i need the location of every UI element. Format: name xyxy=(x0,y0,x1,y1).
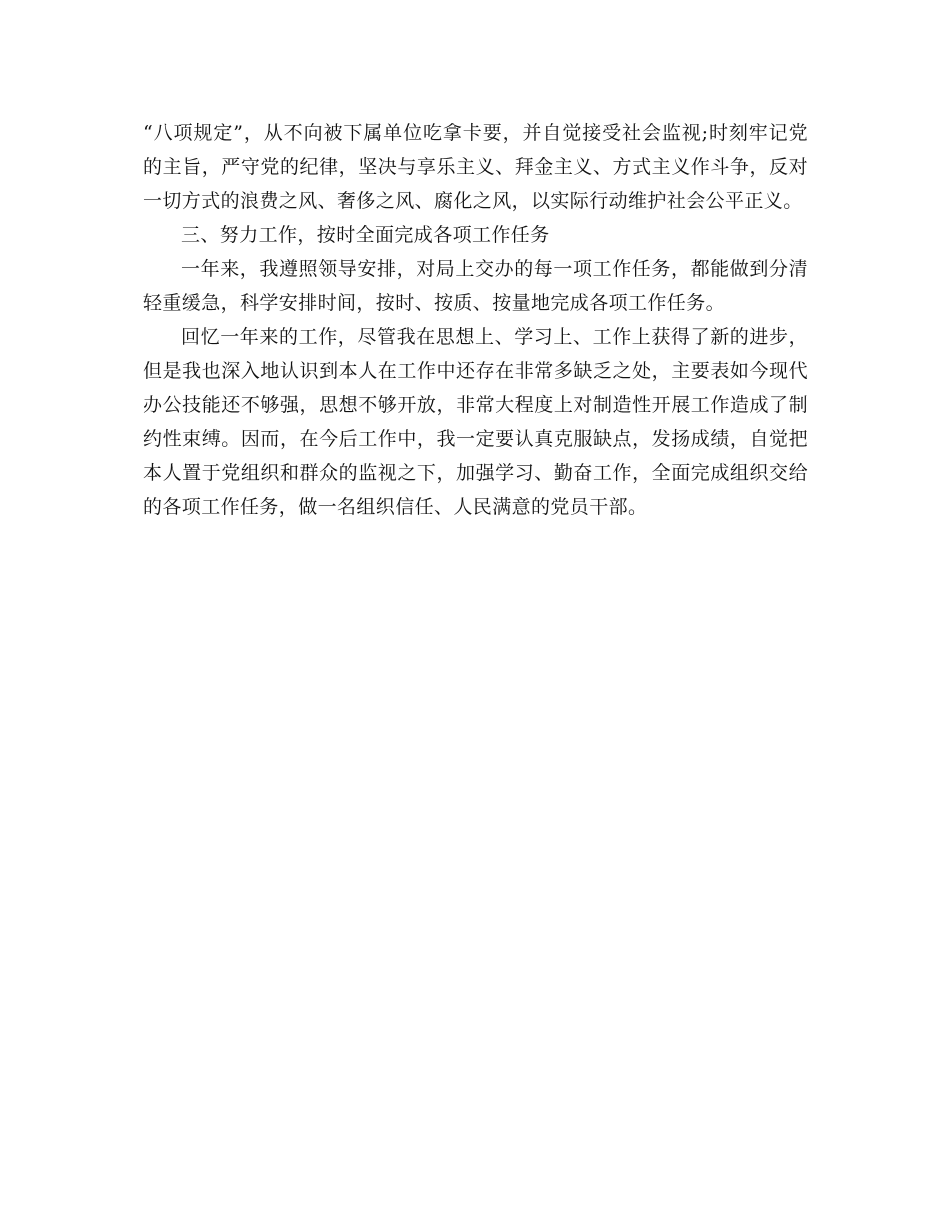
paragraph-review-summary: 回忆一年来的工作，尽管我在思想上、学习上、工作上获得了新的进步，但是我也深入地认识到本人在工作中还存在非常多缺乏之处，主要表如今现代办公技能还不够强，思想不够开放，非常大程度上对制造性开展工作造成了制约性束缚。因而，在今后工作中，我一定要认真克服缺点，发扬成绩，自觉把本人置于党组织和群众的监视之下，加强学习、勤奋工作，全面完成组织交给的各项工作任务，做一名组织信任、人民满意的党员干部。 xyxy=(143,326,808,518)
document-body xyxy=(143,116,808,524)
section-heading-three: 三、努力工作，按时全面完成各项工作任务 xyxy=(181,224,550,246)
paragraph-eight-regulations: “八项规定”，从不向被下属单位吃拿卡要，并自觉接受社会监视;时刻牢记党的主旨，严守党的纪律，坚决与享乐主义、拜金主义、方式主义作斗争，反对一切方式的浪费之风、奢侈之风、腐化之风，以实际行动维护社会公平正义。 xyxy=(143,122,808,212)
paragraph-task-completion: 一年来，我遵照领导安排，对局上交办的每一项工作任务，都能做到分清轻重缓急，科学安排时间，按时、按质、按量地完成各项工作任务。 xyxy=(143,258,808,314)
